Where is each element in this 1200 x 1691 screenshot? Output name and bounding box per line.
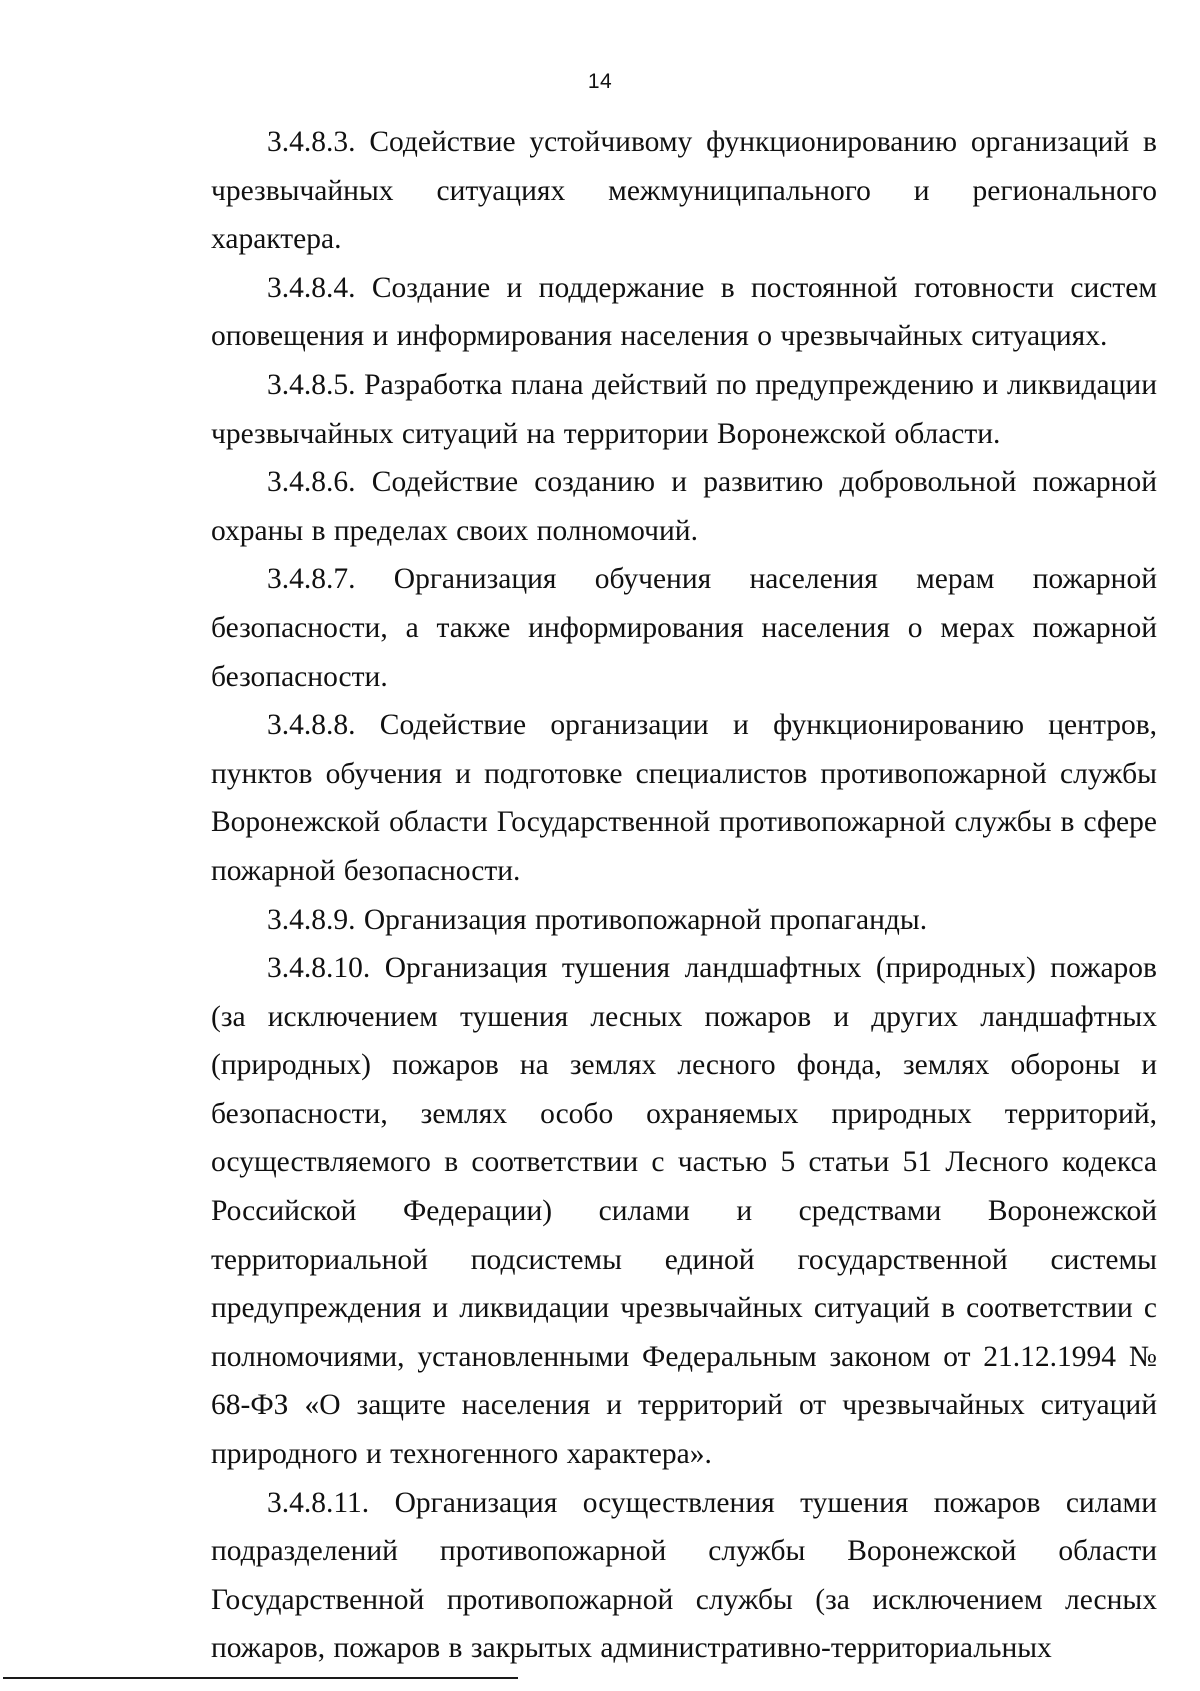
page-number: 14 <box>587 70 613 93</box>
paragraph-3-4-8-5: 3.4.8.5. Разработка плана действий по предупреждению и ликвидации чрезвычайных ситуаций на территории Воронежской области. <box>211 368 1157 450</box>
paragraph-3-4-8-3: 3.4.8.3. Содействие устойчивому функционированию организаций в чрезвычайных ситуациях межмуниципального и регионального характера. <box>211 126 1157 256</box>
paragraph-3-4-8-6: 3.4.8.6. Содействие созданию и развитию добровольной пожарной охраны в пределах своих полномочий. <box>211 466 1157 547</box>
paragraph-3-4-8-4: 3.4.8.4. Создание и поддержание в постоянной готовности систем оповещения и информирования населения о чрезвычайных ситуациях. <box>211 271 1157 353</box>
paragraph-3-4-8-10: 3.4.8.10. Организация тушения ландшафтных (природных) пожаров (за исключением тушения лесных пожаров и других ландшафтных (природных) пожаров на землях лесного фонда, землях обороны и безопасности, землях особо охраняемых природных территорий, осуществляемого в соответствии с частью 5 статьи 51 Лесного кодекса Российской Федерации) силами и средствами Воронежской территориальной подсистемы единой государственной системы предупреждения и ликвидации чрезвычайных ситуаций в соответствии с полномочиями, установленными Федеральным законом от 21.12.1994 № 68-ФЗ «О защите населения и территорий от чрезвычайных ситуаций природного и техногенного характера». <box>211 952 1157 1471</box>
document-body <box>211 118 1157 1673</box>
paragraph-3-4-8-9: 3.4.8.9. Организация противопожарной пропаганды. <box>267 903 928 936</box>
paragraph-3-4-8-7: 3.4.8.7. Организация обучения населения мерам пожарной безопасности, а также информирования населения о мерах пожарной безопасности. <box>211 563 1157 693</box>
paragraph-3-4-8-8: 3.4.8.8. Содействие организации и функционированию центров, пунктов обучения и подготовке специалистов противопожарной службы Воронежской области Государственной противопожарной службы в сфере пожарной безопасности. <box>211 709 1157 887</box>
paragraph-3-4-8-11: 3.4.8.11. Организация осуществления тушения пожаров силами подразделений противопожарной службы Воронежской области Государственной противопожарной службы (за исключением лесных пожаров, пожаров в закрытых административно-территориальных <box>211 1486 1157 1665</box>
footer-rule <box>3 1677 518 1679</box>
